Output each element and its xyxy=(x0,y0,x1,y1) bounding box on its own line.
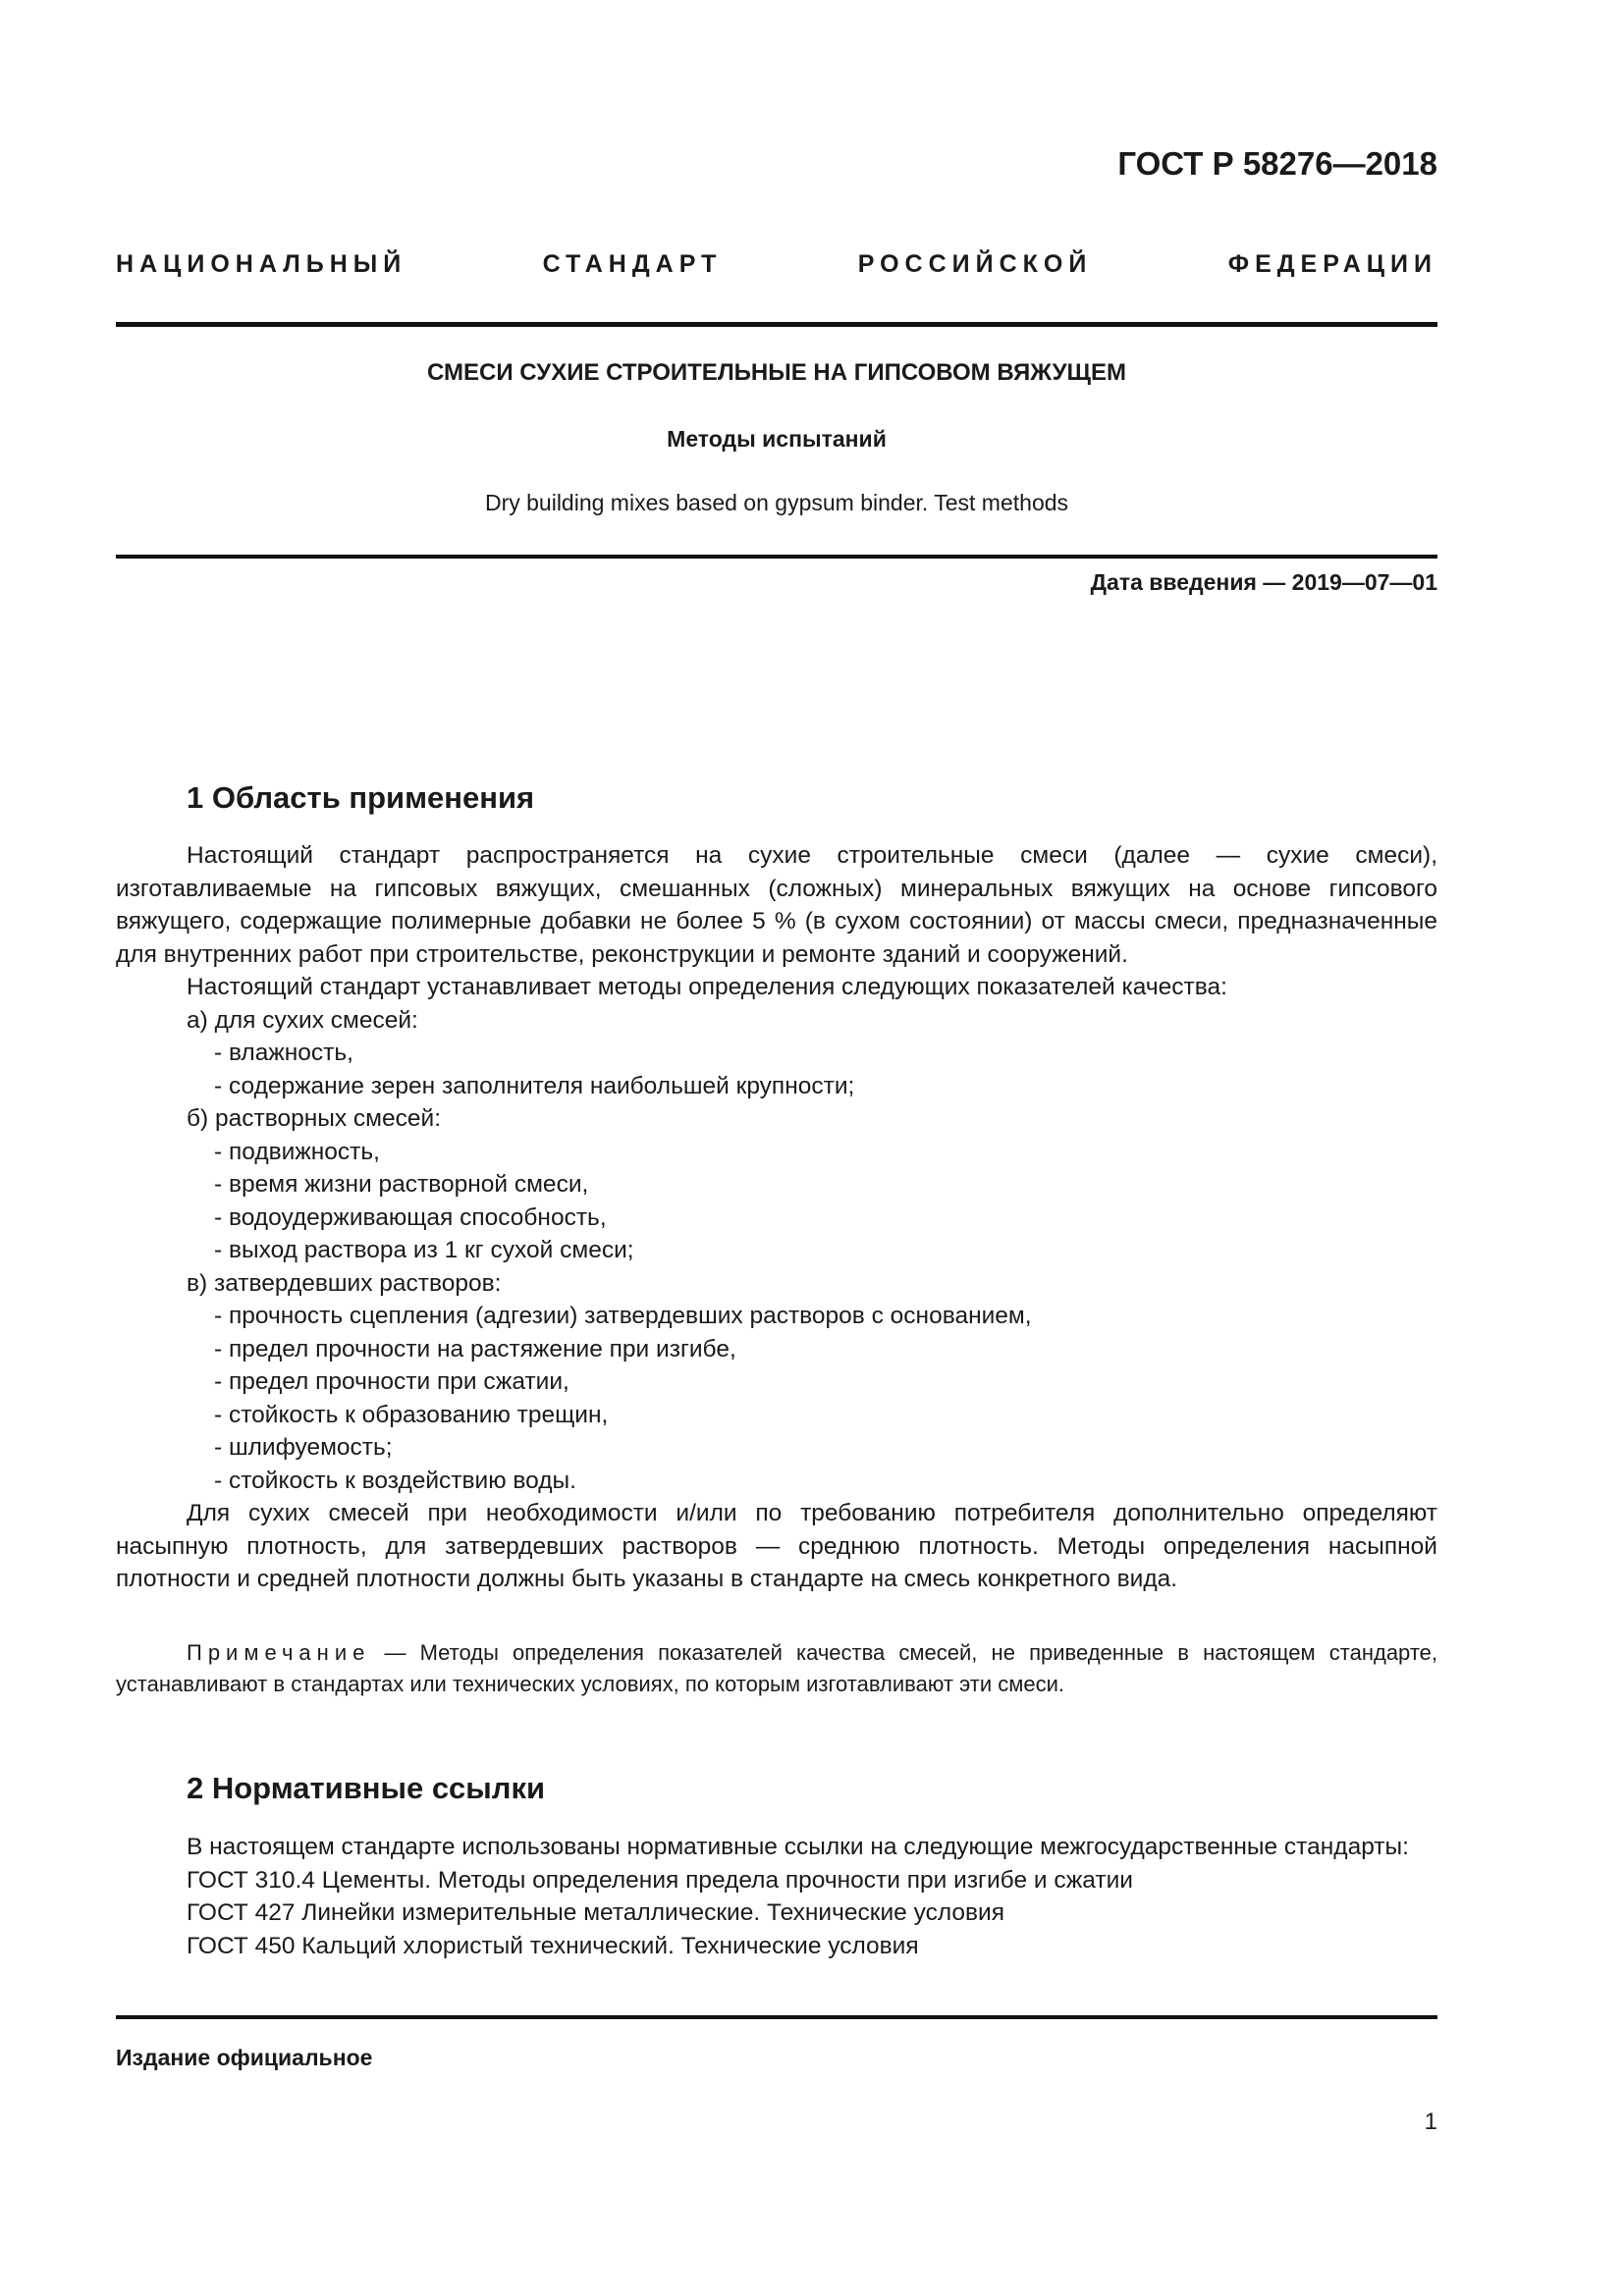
reference-item: ГОСТ 427 Линейки измерительные металлические. Технические условия xyxy=(187,1899,1004,1926)
list-group-label: б) растворных смесей: xyxy=(187,1105,441,1132)
list-item: - прочность сцепления (адгезии) затвердевших растворов с основанием, xyxy=(214,1303,1032,1329)
paragraph: Для сухих смесей при необходимости и/или по требованию потребителя дополнительно определяют насыпную плотность, для затвердевших растворов — среднюю плотность. Методы определения насыпной плотности и средней плотности должны быть указаны в стандарте на смесь конкретного вида. xyxy=(116,1500,1437,1592)
list-item: - водоудерживающая способность, xyxy=(214,1203,607,1231)
document-title: СМЕСИ СУХИЕ СТРОИТЕЛЬНЫЕ НА ГИПСОВОМ ВЯЖУЩЕМ xyxy=(427,359,1126,386)
section-1-body xyxy=(116,839,1437,1596)
list-item: - подвижность, xyxy=(214,1138,380,1165)
banner-word: НАЦИОНАЛЬНЫЙ xyxy=(116,250,407,278)
list-item: - стойкость к образованию трещин, xyxy=(214,1401,609,1428)
title-divider xyxy=(116,555,1437,559)
list-item: - содержание зерен заполнителя наибольшей крупности; xyxy=(214,1072,855,1099)
list-item: - влажность, xyxy=(214,1040,353,1066)
list-item: - стойкость к воздействию воды. xyxy=(214,1467,576,1494)
introduction-date: Дата введения — 2019—07—01 xyxy=(1090,569,1437,595)
paragraph: Настоящий стандарт распространяется на сухие строительные смеси (далее — сухие смеси), изготавливаемые на гипсовых вяжущих, смешанных (сложных) минеральных вяжущих на основе гипсового вяжущего, содержащие полимерные добавки не более 5 % (в сухом состоянии) от массы смеси, предназначенные для внутренних работ при строительстве, реконструкции и ремонте зданий и сооружений. xyxy=(116,842,1437,968)
banner-word: ФЕДЕРАЦИИ xyxy=(1227,250,1437,278)
paragraph: Настоящий стандарт устанавливает методы определения следующих показателей качества: xyxy=(187,974,1227,1000)
page-number: 1 xyxy=(1424,2109,1437,2135)
list-item: - шлифуемость; xyxy=(214,1434,393,1461)
reference-item: ГОСТ 450 Кальций хлористый технический. Технические условия xyxy=(187,1932,919,1959)
list-group-label: в) затвердевших растворов: xyxy=(187,1269,502,1297)
banner-word: СТАНДАРТ xyxy=(542,250,723,278)
section-1-title: 1 Область применения xyxy=(187,780,535,815)
paragraph: В настоящем стандарте использованы нормативные ссылки на следующие межгосударственные стандарты: xyxy=(187,1834,1409,1860)
note-text: — Методы определения показателей качества смесей, не приведенные в настоящем стандарте, устанавливают в стандартах или технических условиях, по которым изготавливают эти смеси. xyxy=(116,1640,1437,1696)
list-item: - время жизни растворной смеси, xyxy=(214,1171,589,1198)
header-divider xyxy=(116,322,1437,327)
list-item: - предел прочности на растяжение при изгибе, xyxy=(214,1335,736,1362)
document-code: ГОСТ Р 58276—2018 xyxy=(1117,145,1437,182)
banner-word: РОССИЙСКОЙ xyxy=(857,250,1093,278)
note-label: Примечание xyxy=(187,1640,371,1665)
national-standard-banner xyxy=(116,250,1437,279)
section-2-title: 2 Нормативные ссылки xyxy=(187,1771,546,1805)
list-item: - выход раствора из 1 кг сухой смеси; xyxy=(214,1237,634,1263)
edition-label: Издание официальное xyxy=(116,2045,373,2070)
list-item: - предел прочности при сжатии, xyxy=(214,1368,569,1395)
list-group-label: а) для сухих смесей: xyxy=(187,1006,418,1034)
section-2-body xyxy=(116,1831,1437,1962)
document-title-english: Dry building mixes based on gypsum binder. Test methods xyxy=(484,490,1069,515)
note xyxy=(116,1637,1437,1700)
document-subtitle: Методы испытаний xyxy=(667,426,887,452)
footer-divider xyxy=(116,2015,1437,2019)
reference-item: ГОСТ 310.4 Цементы. Методы определения предела прочности при изгибе и сжатии xyxy=(187,1866,1133,1894)
